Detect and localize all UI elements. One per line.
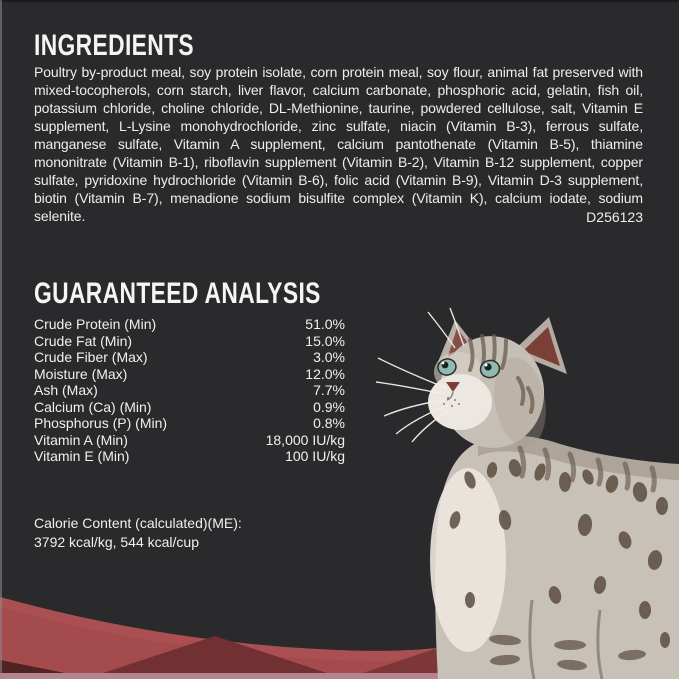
cat-mouth <box>447 392 453 400</box>
analysis-value: 0.8% <box>313 415 345 431</box>
ribbon-main-shape <box>0 597 679 679</box>
cat-left-ear-inner <box>448 328 473 356</box>
analysis-value: 0.9% <box>313 398 345 415</box>
ribbon-facet-right <box>575 650 679 679</box>
analysis-row-ash <box>34 382 345 399</box>
analysis-row-crude-fat <box>34 333 345 350</box>
analysis-row-vitamin-a <box>34 432 345 449</box>
analysis-value: 12.0% <box>305 365 345 382</box>
ribbon-facet-center <box>345 642 575 679</box>
cat-nose <box>446 382 460 392</box>
cat-left-ear <box>438 320 480 362</box>
cat-forehead-stripes <box>470 336 532 412</box>
ingredients-heading: INGREDIENTS <box>34 29 195 62</box>
analysis-label: Phosphorus (P) (Min) <box>34 415 168 431</box>
formula-code: D256123 <box>586 209 643 225</box>
ribbon-bottom-strip <box>0 673 679 679</box>
analysis-row-moisture <box>34 366 345 383</box>
analysis-row-calcium <box>34 399 345 416</box>
cat-face-shading <box>488 353 553 450</box>
cat-head <box>433 329 552 454</box>
cat-brow-light <box>434 352 482 392</box>
cat-right-ear-inner <box>523 327 560 366</box>
analysis-label: Calcium (Ca) (Min) <box>34 398 152 415</box>
analysis-label: Vitamin A (Min) <box>34 431 128 448</box>
analysis-row-vitamin-e <box>34 448 345 465</box>
cat-leg-stripes <box>489 634 647 672</box>
ingredients-text: Poultry by-product meal, soy protein isolate, corn protein meal, soy flour, animal fat preserved with mixed-tocopherols, corn starch, liver flavor, calcium carbonate, phosphoric acid, gelatin, fish oil, potassium chloride, choline chloride, DL-Methionine, taurine, powdered cellulose, salt, Vitamin E supplement, L-Lysine monohydrochloride, zinc sulfate, niacin (Vitamin B-3), ferrous sulfate, manganese sulfate, Vitamin A supplement, calcium pantothenate (Vitamin B-5), thiamine mononitrate (Vitamin B-1), riboflavin supplement (Vitamin B-2), Vitamin B-12 supplement, copper sulfate, pyridoxine hydrochloride (Vitamin B-6), folic acid (Vitamin B-9), Vitamin D-3 supplement, biotin (Vitamin B-7), menadione sodium bisulfite complex (Vitamin K), calcium iodate, sodium selenite. <box>34 64 643 224</box>
guaranteed-analysis-table <box>34 316 345 465</box>
calorie-content <box>34 514 242 551</box>
cat-right-ear <box>512 317 567 374</box>
red-ribbon-graphic <box>0 564 679 679</box>
analysis-row-crude-protein <box>34 316 345 333</box>
cat-back-stripes <box>520 448 654 490</box>
guaranteed-analysis-heading: GUARANTEED ANALYSIS <box>34 277 321 310</box>
analysis-label: Crude Fiber (Max) <box>34 349 148 365</box>
top-edge-line <box>0 0 679 2</box>
ribbon-corner-shadow <box>0 660 95 679</box>
analysis-row-phosphorus <box>34 415 345 432</box>
cat-spots <box>448 458 670 648</box>
ribbon-highlight <box>0 597 679 661</box>
analysis-value: 15.0% <box>305 332 345 349</box>
left-edge-line <box>0 0 2 679</box>
analysis-label: Vitamin E (Min) <box>34 448 130 464</box>
cat-body <box>435 435 679 679</box>
cat-muzzle <box>428 374 492 430</box>
analysis-value: 18,000 IU/kg <box>265 431 345 448</box>
cat-back-shading <box>478 435 679 480</box>
analysis-label: Crude Protein (Min) <box>34 316 157 332</box>
analysis-value: 3.0% <box>313 349 345 365</box>
analysis-value: 51.0% <box>305 316 345 332</box>
calorie-line1: Calorie Content (calculated)(ME): <box>34 515 242 531</box>
analysis-row-crude-fiber <box>34 349 345 366</box>
cat-eyes <box>437 357 502 379</box>
cat-leg-lines <box>530 600 602 679</box>
ribbon-facet-left <box>85 636 345 679</box>
analysis-label: Moisture (Max) <box>34 365 128 382</box>
analysis-label: Crude Fat (Min) <box>34 332 133 349</box>
cat-whiskers <box>376 308 464 442</box>
analysis-value: 7.7% <box>313 382 345 398</box>
cat-whisker-dots <box>443 397 460 407</box>
analysis-label: Ash (Max) <box>34 382 98 398</box>
analysis-value: 100 IU/kg <box>285 448 345 464</box>
cat-chest-fur <box>430 468 506 652</box>
calorie-line2: 3792 kcal/kg, 544 kcal/cup <box>34 533 199 550</box>
